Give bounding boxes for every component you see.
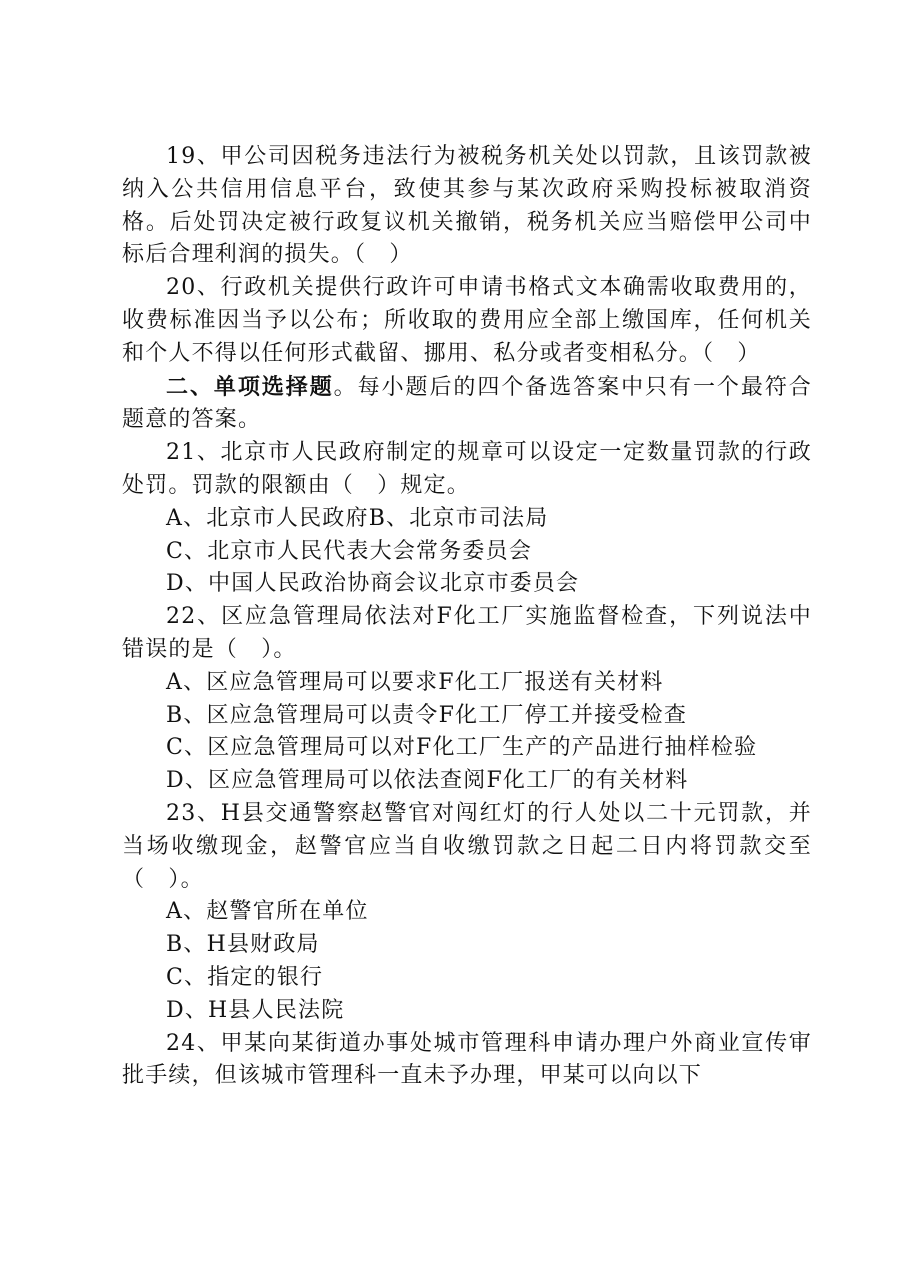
- question-23-option-b: B、H县财政局: [166, 932, 320, 958]
- question-24: 24、甲某向某街道办事处城市管理科申请办理户外商业宣传审批手续，但该城市管理科一直未予办理，甲某可以向以下: [122, 1030, 812, 1089]
- question-21: 21、北京市人民政府制定的规章可以设定一定数量罚款的行政处罚。罚款的限额由（ ）规定。: [122, 440, 812, 498]
- question-21-option-d: D、中国人民政治协商会议北京市委员会: [166, 571, 580, 597]
- question-20: 20、行政机关提供行政许可申请书格式文本确需收取费用的，收费标准因当予以公布；所收取的费用应全部上缴国库，任何机关和个人不得以任何形式截留、挪用、私分或者变相私分。（ ）: [122, 275, 812, 366]
- question-22-option-c: C、区应急管理局可以对F化工厂生产的产品进行抽样检验: [166, 735, 758, 761]
- question-23-option-a: A、赵警官所在单位: [166, 899, 369, 925]
- section-heading-single-choice: [122, 371, 812, 438]
- question-22-option-a: A、区应急管理局可以要求F化工厂报送有关材料: [166, 669, 664, 695]
- document-page: [122, 141, 812, 1093]
- question-23-option-d: D、H县人民法院: [166, 997, 345, 1023]
- question-23-option-c: C、指定的银行: [166, 964, 324, 990]
- section-description: 。每小题后的四个备选答案中只有一个最符合题意的答案。: [122, 374, 812, 433]
- question-21-option-c: C、北京市人民代表大会常务委员会: [166, 538, 533, 564]
- section-title: 二、单项选择题: [166, 373, 334, 400]
- question-22-option-d: D、区应急管理局可以依法查阅F化工厂的有关材料: [166, 768, 689, 794]
- question-21-option-ab: A、北京市人民政府B、北京市司法局: [166, 505, 549, 531]
- question-19: 19、甲公司因税务违法行为被税务机关处以罚款，且该罚款被纳入公共信用信息平台，致使其参与某次政府采购投标被取消资格。后处罚决定被行政复议机关撤销，税务机关应当赔偿甲公司中标后合理利润的损失。（ ）: [122, 144, 812, 268]
- question-22: 22、区应急管理局依法对F化工厂实施监督检查，下列说法中错误的是（ ）。: [122, 604, 812, 662]
- question-22-option-b: B、区应急管理局可以责令F化工厂停工并接受检查: [166, 702, 688, 728]
- question-23: 23、H县交通警察赵警官对闯红灯的行人处以二十元罚款，并当场收缴现金，赵警官应当自收缴罚款之日起二日内将罚款交至（ ）。: [122, 800, 812, 892]
